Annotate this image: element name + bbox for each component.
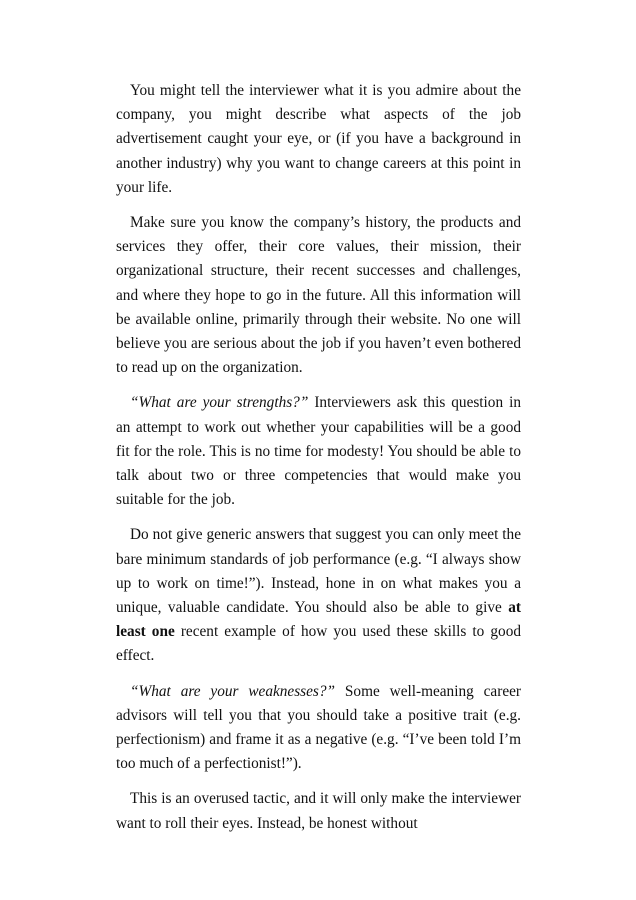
paragraph-generic-answers	[116, 523, 521, 668]
paragraph-text: You might tell the interviewer what it is you admire about the company, you might describe what aspects of the job advertisement caught your eye, or (if you have a background in another industry) why you want to change careers at this point in your life.	[116, 82, 521, 196]
paragraph-weaknesses	[116, 680, 521, 777]
paragraph-admire-company	[116, 79, 521, 200]
paragraph-overused-tactic	[116, 787, 521, 835]
paragraph-text: Interviewers ask this question in an attempt to work out whether your capabilities will be a good fit for the role. This is no time for modesty! You should be able to talk about two or three competencies that would make you suitable for the job.	[116, 394, 521, 509]
emphasis-at-least-one: at least one	[116, 599, 521, 641]
paragraph-text: Some well-meaning career advisors will tell you that you should take a positive trait (e.g. perfectionism) and frame it as a negative (e.g. “I’ve been told I’m too much of a perfectionist!”).	[116, 682, 521, 773]
document-page	[116, 79, 521, 847]
paragraph-text: Make sure you know the company’s history, the products and services they offer, their core values, their mission, their organizational structure, their recent successes and challenges, and where they hope to go in the future. All this information will be available online, primarily through their website. No one will believe you are serious about the job if you haven’t even bothered to read up on the organization.	[116, 214, 521, 377]
paragraph-text: This is an overused tactic, and it will only make the interviewer want to roll their eyes. Instead, be honest without	[116, 790, 521, 832]
paragraph-text: recent example of how you used these skills to good effect.	[116, 623, 521, 665]
paragraph-company-research	[116, 211, 521, 380]
paragraph-text: Do not give generic answers that suggest you can only meet the bare minimum standards of job performance (e.g. “I always show up to work on time!”). Instead, hone in on what makes you a unique, valuable candidate. You should also be able to give	[116, 526, 521, 617]
question-weaknesses: “What are your weaknesses?”	[130, 682, 336, 700]
paragraph-strengths	[116, 391, 521, 512]
question-strengths: “What are your strengths?”	[130, 394, 309, 412]
